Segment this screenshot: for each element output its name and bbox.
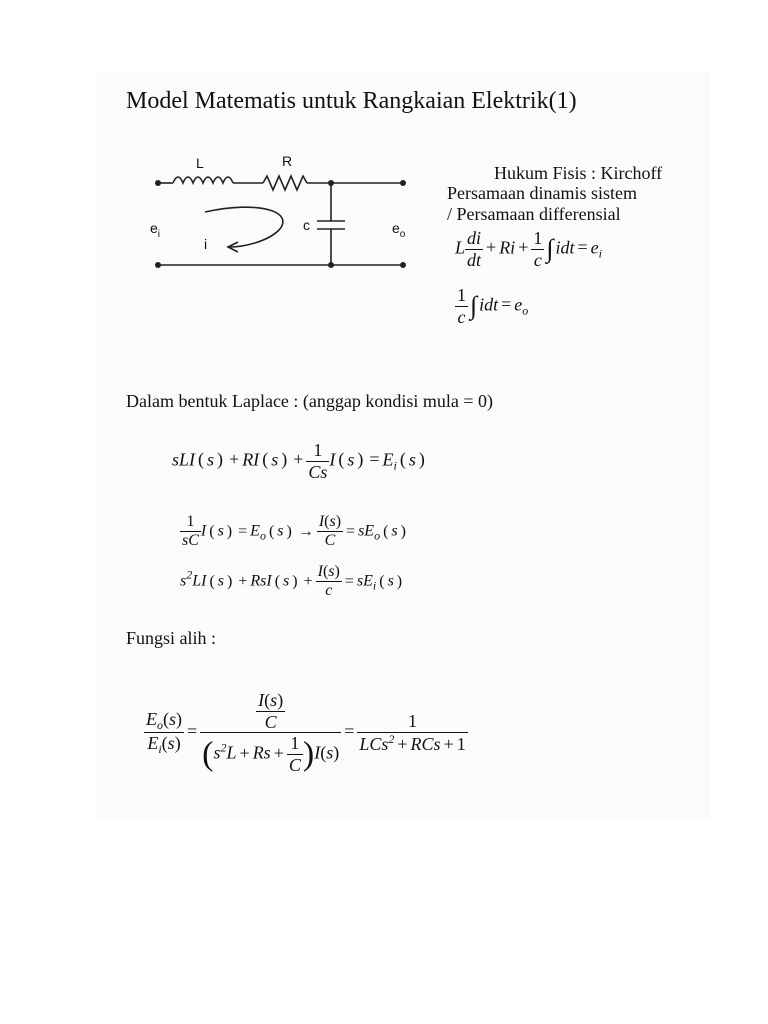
- differential-equation-1: L $\frac{di}{dt}$ + Ri + $\frac{1}{c}$ ∫ idt = $e_i$: [455, 228, 602, 270]
- kirchoff-law-text: Hukum Fisis : Kirchoff: [494, 163, 663, 183]
- transfer-function-heading: Fungsi alih :: [126, 628, 217, 648]
- differential-equation-text: / Persamaan differensial: [447, 204, 621, 224]
- capacitor-label: c: [303, 217, 310, 233]
- input-voltage-label: $e_i$: [150, 220, 161, 240]
- circuit-diagram: [145, 150, 425, 280]
- laplace-equation-1: sLI ( s ) + RI ( s ) + $\frac{1}{Cs}$ I ( s ) = $E_i$ ( s ): [172, 440, 425, 482]
- output-voltage-label: $e_o$: [392, 220, 406, 240]
- transfer-function-equation: $\frac{E_o(s)}{E_i(s)}$ = $\frac{I(s)}{C}$ ($s^2L + Rs$ + $\frac{1}{C}$ )I(s) = $\frac{1}{LCs^2 + RCs + 1}$: [146, 690, 466, 776]
- page-title: Model Matematis untuk Rangkaian Elektrik(1): [126, 88, 577, 114]
- inductor-label: L: [196, 155, 204, 171]
- laplace-heading: Dalam bentuk Laplace : (anggap kondisi mula = 0): [126, 391, 494, 411]
- resistor-label: R: [282, 153, 293, 169]
- dynamic-equation-text: Persamaan dinamis sistem: [447, 183, 637, 203]
- differential-equation-2: $\frac{1}{c}$ ∫ idt = $e_o$: [457, 285, 529, 327]
- current-label: i: [204, 236, 208, 252]
- laplace-equation-3: $s^2LI$ ( s ) + RsI ( s ) + $\frac{I(s)}{c}$ = $sE_i$ ( s ): [180, 563, 403, 600]
- laplace-equation-2: $\frac{1}{sC}$ I ( s ) = $E_o$ ( s ) → $\frac{I(s)}{C}$ = $sE_o$ ( s ): [182, 513, 406, 550]
